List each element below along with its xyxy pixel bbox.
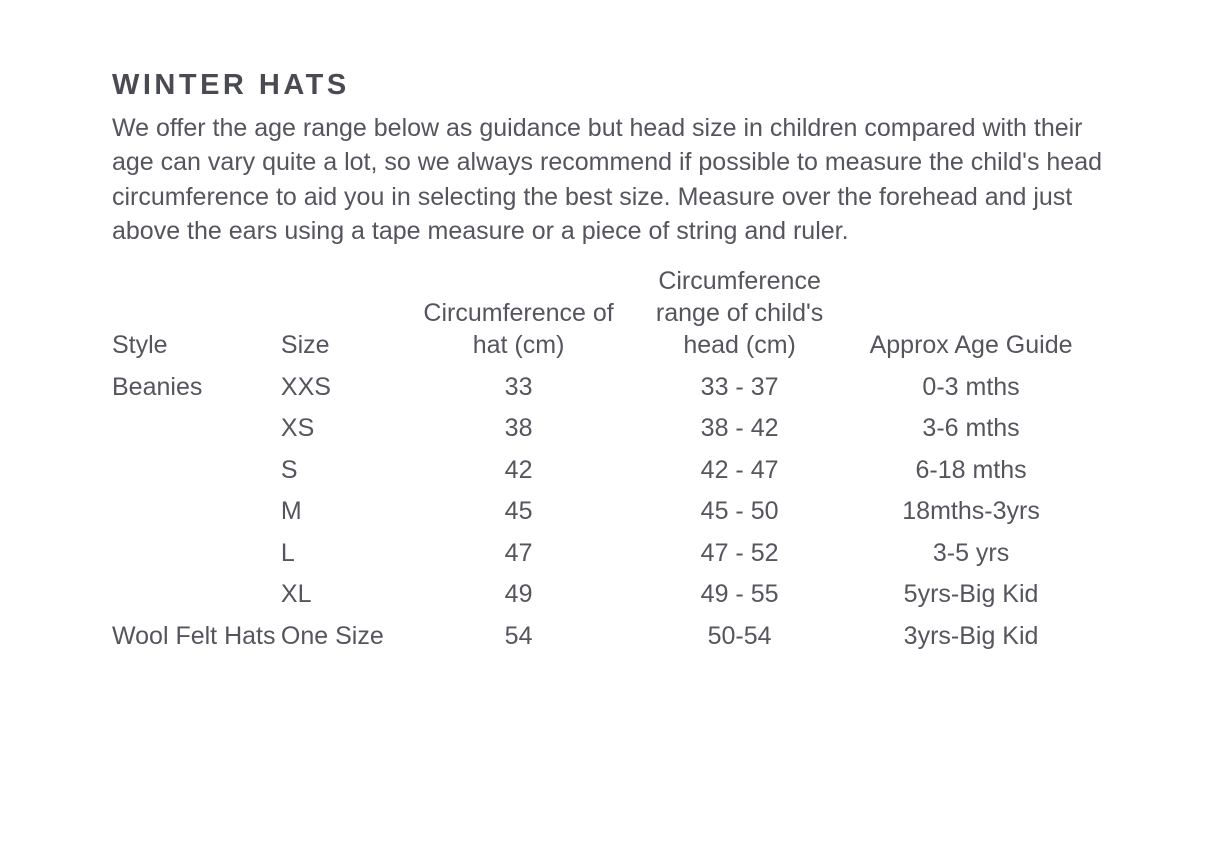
cell-age-guide: 3-6 mths (922, 414, 1020, 443)
cell-size: S (280, 455, 298, 484)
cell-age-guide: 0-3 mths (922, 372, 1020, 401)
cell-hat-circumference: 54 (504, 621, 533, 650)
cell-size: One Size (280, 621, 384, 650)
cell-size: M (280, 497, 302, 526)
page-title: WINTER HATS (112, 69, 350, 101)
cell-hat-circumference: 33 (504, 372, 533, 401)
cell-age-guide: 3yrs-Big Kid (903, 621, 1039, 650)
cell-style (112, 533, 281, 575)
cell-head-circumference: 47 - 52 (700, 538, 779, 567)
intro-paragraph: We offer the age range below as guidance but head size in children compared with their age can vary quite a lot, so we always recommend if possible to measure the child's head circumference to aid you in selecting the best size. Measure over the forehead and just above the ears using a tape measure or a piece of string and ruler. (112, 113, 1103, 246)
table-body (112, 367, 1092, 658)
cell-head-circumference: 49 - 55 (700, 580, 779, 609)
cell-hat-circumference: 47 (504, 538, 533, 567)
column-header-circumference-of-hat: Circumference of hat (cm) (423, 298, 614, 359)
table-row (112, 450, 1092, 492)
cell-size: XXS (280, 372, 331, 401)
table-row (112, 408, 1092, 450)
cell-head-circumference: 50-54 (707, 621, 772, 650)
table-row (112, 574, 1092, 616)
cell-style (112, 450, 281, 492)
cell-size: XL (280, 580, 312, 609)
cell-head-circumference: 33 - 37 (700, 372, 779, 401)
cell-head-circumference: 38 - 42 (700, 414, 779, 443)
cell-head-circumference: 45 - 50 (700, 497, 779, 526)
cell-age-guide: 3-5 yrs (932, 538, 1010, 567)
cell-age-guide: 5yrs-Big Kid (903, 580, 1039, 609)
table-header-row (112, 265, 1092, 367)
table-row (112, 367, 1092, 409)
table-row (112, 616, 1092, 658)
cell-hat-circumference: 45 (504, 497, 533, 526)
cell-hat-circumference: 38 (504, 414, 533, 443)
cell-size: L (280, 538, 295, 567)
cell-head-circumference: 42 - 47 (700, 455, 779, 484)
cell-age-guide: 6-18 mths (915, 455, 1027, 484)
cell-style (112, 574, 281, 616)
cell-size: XS (280, 414, 315, 443)
table-row (112, 491, 1092, 533)
column-header-style: Style (112, 330, 168, 359)
cell-style: Beanies (112, 372, 203, 401)
column-header-approx-age: Approx Age Guide (869, 330, 1073, 359)
cell-age-guide: 18mths-3yrs (902, 497, 1040, 526)
table-header (112, 265, 1092, 367)
column-header-circumference-range: Circumference range of child's head (cm) (655, 266, 824, 359)
column-header-size: Size (280, 330, 330, 359)
table-row (112, 533, 1092, 575)
cell-hat-circumference: 49 (504, 580, 533, 609)
cell-style (112, 408, 281, 450)
size-chart-table (112, 265, 1092, 658)
cell-hat-circumference: 42 (504, 455, 533, 484)
cell-style: Wool Felt Hats (112, 621, 276, 650)
cell-style (112, 491, 281, 533)
